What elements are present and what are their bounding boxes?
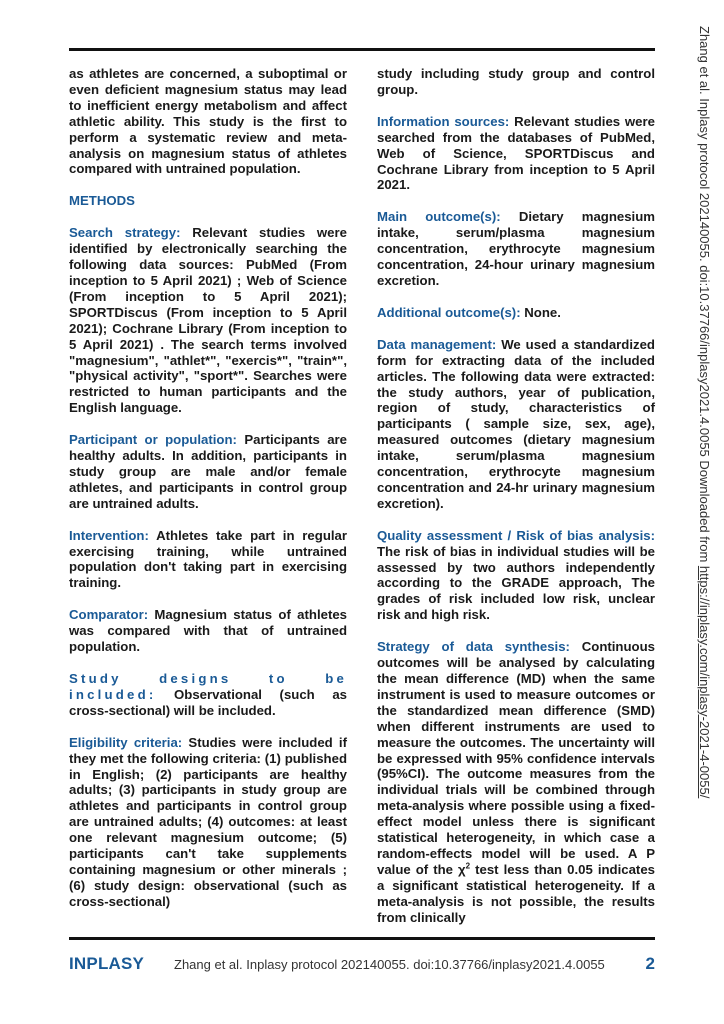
study-designs-section: [69, 671, 347, 719]
intervention-label: Intervention:: [69, 527, 149, 543]
data-synthesis-label: Strategy of data synthesis:: [377, 639, 570, 655]
continuation-paragraph: study including study group and control group.: [377, 66, 655, 97]
right-column: [377, 66, 655, 942]
data-synthesis-section: [377, 639, 655, 925]
participant-section: [69, 432, 347, 512]
information-sources-text: Relevant studies were searched from the databases of PubMed, Web of Science, SPORTDiscus and Cochrane Library from inception to 5 April 2021.: [377, 113, 655, 193]
eligibility-text: Studies were included if they met the following criteria: (1) published in English; (2) participants are healthy adults; (3) participants in study group are athletes and participants in control group are untrained adults; (4) outcomes: at least one relevant magnesium outcome; (5) participants can't take supplements containing magnesium or other minerals ; (6) study design: observational (such as cross-sectional): [69, 734, 347, 909]
top-rule: [69, 48, 655, 51]
main-outcomes-text: Dietary magnesium intake, serum/plasma magnesium concentration, erythrocyte magnesium concentration, 24-hour urinary magnesium excretion.: [377, 209, 655, 288]
data-management-text: We used a standardized form for extracting data of the included articles. The following data were extracted: the study authors, year of publication, region of study, characteristics of participants ( sample size, sex, age), measured outcomes (dietary magnesium intake, serum/plasma magnesium concentration, erythrocyte magnesium concentration and 24-hr urinary magnesium excretion).: [377, 336, 655, 511]
search-strategy-label: Search strategy:: [69, 225, 181, 241]
footer-brand-logo: INPLASY: [69, 954, 145, 973]
intervention-section: [69, 528, 347, 592]
participant-text: Participants are healthy adults. In addition, participants in study group are male and/or female athletes, and participants in control group are untrained adults.: [69, 432, 347, 511]
search-strategy-section: [69, 225, 347, 416]
data-management-label: Data management:: [377, 336, 497, 352]
data-synthesis-text-1: Continuous outcomes will be analysed by calculating the mean difference (MD) when the same instrument is used to measure outcomes or the standardized mean difference (SMD) when different instruments are used to measure the outcomes. The uncertainty will be expressed with 95% confidence intervals (95%CI). The outcome measures from the individual trials will be combined through meta-analysis where possible using a fixed-effect model unless there is significant statistical heterogeneity, in which case a random-effects model will be used. A P value of the χ: [377, 639, 655, 877]
study-designs-label: Study designs to be included:: [69, 671, 347, 702]
left-column: [69, 66, 347, 926]
bottom-rule: [69, 937, 655, 940]
study-designs-text: Observational (such as cross-sectional) will be included.: [69, 686, 347, 718]
methods-heading: METHODS: [69, 193, 135, 209]
information-sources-label: Information sources:: [377, 113, 510, 129]
intro-paragraph: as athletes are concerned, a suboptimal or even deficient magnesium status may lead to inefficient energy metabolism and affect athletic ability. This study is the first to perform a systematic review and meta-analysis on magnesium status of athletes compared with untrained population.: [69, 66, 347, 177]
information-sources-section: [377, 114, 655, 194]
quality-assessment-section: [377, 528, 655, 623]
page-number: 2: [645, 954, 655, 973]
additional-outcomes-label: Additional outcome(s):: [377, 304, 521, 320]
participant-label: Participant or population:: [69, 432, 237, 448]
comparator-section: [69, 607, 347, 655]
download-link[interactable]: https://inplasy.com/inplasy-2021-4-0055/: [697, 565, 712, 799]
search-strategy-text: Relevant studies were identified by electronically searching the following data sources: PubMed (From inception to 5 April 2021) ; Web of Science (From inception to 5 April 2021); SPORTDiscus (From inception to 5 April 2021); Cochrane Library (From inception to 5 April 2021) . The search terms involved "magnesium", "athlet*", "exercis*", "train*", "physical activity", "sport*". Searches were restricted to human participants and the English language.: [69, 225, 347, 416]
side-margin-text: Zhang et al. Inplasy protocol 202140055. doi:10.37766/inplasy2021.4.0055 Downloaded from: [697, 26, 712, 566]
intervention-text: Athletes take part in regular exercising training, while untrained population don't taking part in exercising training.: [69, 527, 347, 591]
chi-square-superscript: 2: [465, 861, 471, 871]
main-outcomes-section: [377, 209, 655, 289]
additional-outcomes-section: [377, 305, 655, 321]
additional-outcomes-text: None.: [520, 304, 561, 320]
comparator-label: Comparator:: [69, 607, 149, 623]
data-synthesis-text-2: test less than 0.05 indicates a significant statistical heterogeneity. If a meta-analysis is not possible, the results from clinically: [377, 861, 655, 925]
page-footer: [69, 954, 655, 976]
quality-assessment-text: The risk of bias in individual studies will be assessed by two authors independently according to the GRADE approach, The grades of risk included low risk, unclear risk and high risk.: [377, 543, 655, 623]
comparator-text: Magnesium status of athletes was compared with that of untrained population.: [69, 607, 347, 655]
eligibility-label: Eligibility criteria:: [69, 734, 183, 750]
quality-assessment-label: Quality assessment / Risk of bias analysis:: [377, 527, 655, 543]
side-margin-citation: [697, 26, 712, 926]
data-management-section: [377, 337, 655, 512]
footer-citation: Zhang et al. Inplasy protocol 202140055. doi:10.37766/inplasy2021.4.0055: [174, 957, 605, 972]
main-outcomes-label: Main outcome(s):: [377, 209, 501, 225]
eligibility-section: [69, 735, 347, 910]
